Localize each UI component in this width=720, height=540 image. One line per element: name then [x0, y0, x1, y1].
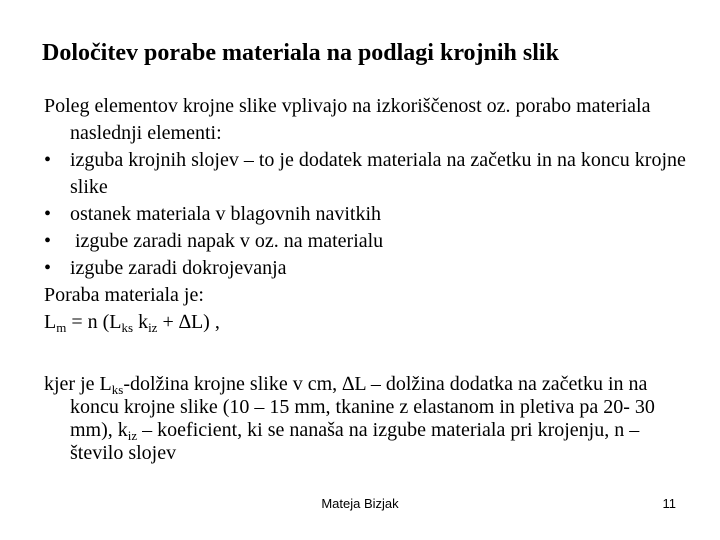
- formula-lhs: L: [44, 311, 57, 333]
- consumption-formula: [44, 309, 694, 336]
- bullet-item: [44, 147, 694, 201]
- bullet-item: [44, 201, 694, 228]
- formula-l-subscript: ks: [121, 320, 134, 335]
- bullet-icon: •: [44, 257, 52, 279]
- page-number: 11: [662, 496, 676, 511]
- slide-title: Določitev porabe materiala na podlagi krojnih slik: [42, 40, 559, 66]
- bullet-icon: •: [44, 230, 52, 252]
- bullet-item: [44, 228, 694, 255]
- consumption-label: Poraba materiala je:: [44, 284, 204, 306]
- formula-k: k: [133, 311, 149, 333]
- explanation-part1: kjer je L: [44, 373, 112, 395]
- footer-author: Mateja Bizjak: [321, 496, 399, 511]
- explanation-sub2: iz: [127, 428, 138, 443]
- main-text-block: [44, 93, 694, 336]
- bullet-text: izguba krojnih slojev – to je dodatek materiala na začetku in na koncu krojne slike: [70, 149, 686, 198]
- bullet-text: ostanek materiala v blagovnih navitkih: [70, 203, 382, 225]
- bullet-icon: •: [44, 149, 52, 171]
- explanation-part3: – koeficient, ki se nanaša na izgube materiala pri krojenju, n – število slojev: [70, 419, 640, 464]
- bullet-item: [44, 255, 694, 282]
- formula-k-subscript: iz: [148, 320, 158, 335]
- explanation-sub1: ks: [111, 382, 124, 397]
- bullet-text: izgube zaradi napak v oz. na materialu: [70, 230, 384, 252]
- formula-rest: + ∆L) ,: [157, 311, 220, 333]
- formula-eq: = n (L: [66, 311, 122, 333]
- formula-lhs-subscript: m: [56, 320, 67, 335]
- explanation-paragraph: [44, 373, 694, 465]
- explanation-block: [44, 373, 694, 465]
- explanation-part2: -dolžina krojne slike v cm, ∆L – dolžina dodatka na začetku in na koncu krojne slike (10 – 15 mm, tkanine z elastanom in pletiva pa 20- 30 mm), k: [70, 373, 655, 441]
- intro-paragraph: Poleg elementov krojne slike vplivajo na izkoriščenost oz. porabo materiala naslednji elementi:: [44, 95, 651, 144]
- bullet-text: izgube zaradi dokrojevanja: [70, 257, 287, 279]
- bullet-icon: •: [44, 203, 52, 225]
